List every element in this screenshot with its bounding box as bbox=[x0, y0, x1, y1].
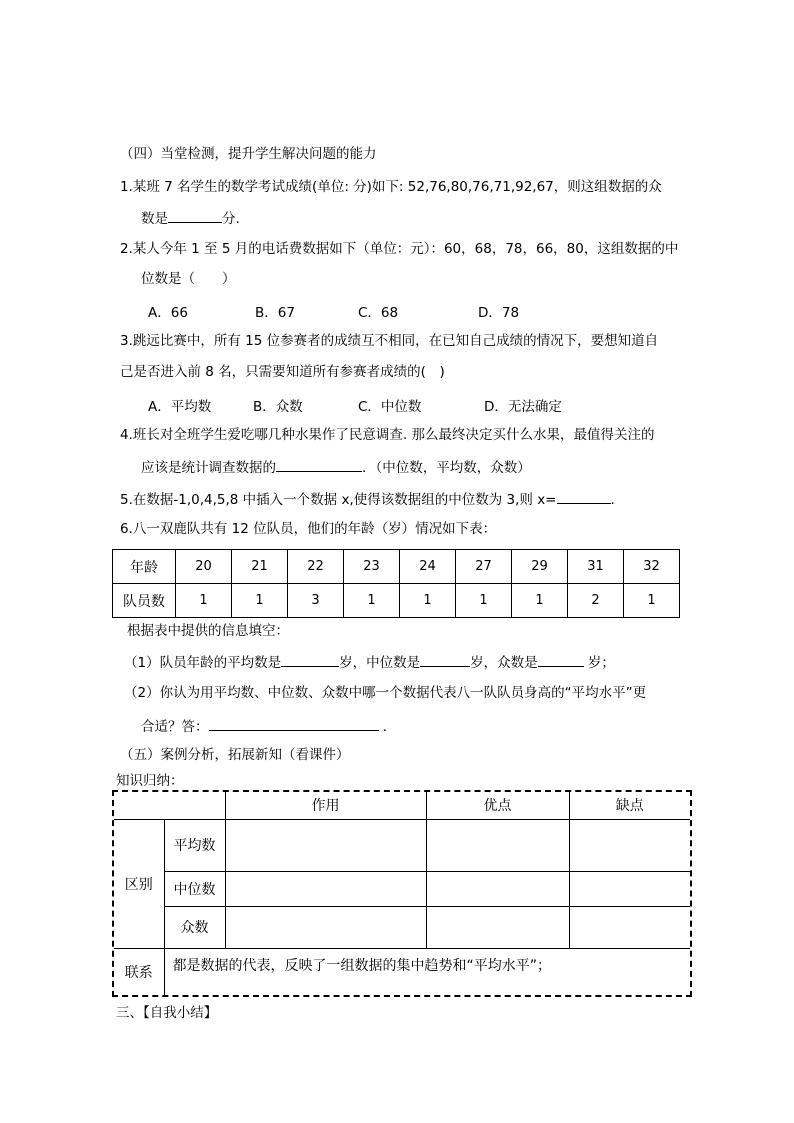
table-row bbox=[113, 584, 680, 618]
age-cell: 22 bbox=[288, 550, 344, 584]
summary-row-label: 平均数 bbox=[164, 819, 225, 871]
table-row bbox=[114, 871, 690, 906]
age-cell: 20 bbox=[176, 550, 232, 584]
count-row-label: 队员数 bbox=[113, 584, 176, 618]
option-3d[interactable]: D．无法确定 bbox=[484, 399, 562, 415]
table-row bbox=[114, 819, 690, 871]
count-cell: 1 bbox=[400, 584, 456, 618]
sub1-part-c: 岁，众数是 bbox=[470, 655, 538, 671]
question-4-line1: 4.班长对全班学生爱吃哪几种水果作了民意调查. 那么最终决定买什么水果，最值得关注的 bbox=[120, 427, 655, 443]
count-cell: 1 bbox=[176, 584, 232, 618]
summary-group-label: 区别 bbox=[114, 819, 164, 948]
summary-cell[interactable] bbox=[426, 819, 569, 871]
summary-row-label: 众数 bbox=[164, 906, 225, 948]
summary-cell[interactable] bbox=[569, 819, 690, 871]
table-row bbox=[114, 906, 690, 948]
count-cell: 1 bbox=[624, 584, 680, 618]
summary-cell[interactable] bbox=[426, 906, 569, 948]
fill-intro: 根据表中提供的信息填空： bbox=[127, 623, 289, 639]
answer-blank-5[interactable] bbox=[557, 489, 611, 504]
summary-table-frame bbox=[112, 790, 692, 997]
summary-cell[interactable] bbox=[426, 871, 569, 906]
answer-blank-1[interactable] bbox=[168, 208, 222, 223]
summary-cell[interactable] bbox=[225, 906, 426, 948]
summary-header-pros: 优点 bbox=[426, 792, 569, 819]
answer-blank-median[interactable] bbox=[420, 652, 470, 667]
question-1-prefix: 数是 bbox=[141, 211, 168, 227]
section-title-5: （五）案例分析，拓展新知（看课件） bbox=[120, 747, 350, 763]
option-2b[interactable]: B．67 bbox=[255, 305, 295, 321]
option-2a[interactable]: A．66 bbox=[148, 305, 188, 321]
age-row-label: 年龄 bbox=[113, 550, 176, 584]
question-3-line2: 己是否进入前 8 名，只需要知道所有参赛者成绩的( ) bbox=[120, 364, 445, 380]
question-2-line1: 2.某人今年 1 至 5 月的电话费数据如下（单位：元）：60，68，78，66，80，这组数据的中 bbox=[120, 241, 679, 257]
summary-header-cons: 缺点 bbox=[569, 792, 690, 819]
sub2-prefix: 合适？答： bbox=[141, 719, 209, 735]
summary-link-text: 都是数据的代表，反映了一组数据的集中趋势和“平均水平”； bbox=[164, 948, 690, 995]
summary-cell[interactable] bbox=[225, 819, 426, 871]
knowledge-title: 知识归纳： bbox=[116, 773, 184, 789]
question-1-line2 bbox=[141, 208, 240, 228]
option-3c[interactable]: C．中位数 bbox=[358, 399, 422, 415]
table-row bbox=[114, 948, 690, 995]
question-6-line1: 6.八一双鹿队共有 12 位队员，他们的年龄（岁）情况如下表： bbox=[120, 521, 497, 537]
summary-corner bbox=[114, 792, 225, 819]
age-cell: 27 bbox=[456, 550, 512, 584]
sub2-suffix: . bbox=[378, 719, 388, 735]
age-cell: 32 bbox=[624, 550, 680, 584]
question-1-line1: 1.某班 7 名学生的数学考试成绩(单位: 分)如下: 52,76,80,76,71,92,67，则这组数据的众 bbox=[120, 179, 662, 195]
option-2d[interactable]: D．78 bbox=[478, 305, 520, 321]
question-6-sub1 bbox=[124, 652, 615, 672]
question-4-line2 bbox=[141, 457, 531, 477]
sub1-part-a: （1）队员年龄的平均数是 bbox=[124, 655, 282, 671]
count-cell: 1 bbox=[456, 584, 512, 618]
summary-table bbox=[114, 792, 690, 995]
age-table bbox=[112, 549, 680, 618]
age-cell: 29 bbox=[512, 550, 568, 584]
table-row bbox=[113, 550, 680, 584]
question-4-prefix: 应该是统计调查数据的 bbox=[141, 460, 276, 476]
answer-blank-sub2[interactable] bbox=[209, 716, 379, 731]
question-2-line2: 位数是（ ） bbox=[141, 271, 236, 287]
summary-cell[interactable] bbox=[569, 871, 690, 906]
question-5-suffix: . bbox=[610, 492, 615, 508]
question-6-sub2-line2 bbox=[141, 716, 387, 736]
answer-blank-mode[interactable] bbox=[538, 652, 584, 667]
question-3-line1: 3.跳远比赛中，所有 15 位参赛者的成绩互不相同，在已知自己成绩的情况下，要想知道自 bbox=[120, 333, 659, 349]
summary-cell[interactable] bbox=[225, 871, 426, 906]
age-cell: 31 bbox=[568, 550, 624, 584]
table-row bbox=[114, 792, 690, 819]
summary-row-label: 中位数 bbox=[164, 871, 225, 906]
age-cell: 24 bbox=[400, 550, 456, 584]
question-4-suffix: ．（中位数，平均数，众数） bbox=[362, 460, 531, 476]
section-title-self-summary: 三、【自我小结】 bbox=[116, 1005, 218, 1021]
sub1-part-d: 岁； bbox=[583, 655, 615, 671]
summary-cell[interactable] bbox=[569, 906, 690, 948]
question-6-sub2-line1: （2）你认为用平均数、中位数、众数中哪一个数据代表八一队队员身高的“平均水平”更 bbox=[124, 685, 647, 701]
sub1-part-b: 岁，中位数是 bbox=[339, 655, 421, 671]
count-cell: 2 bbox=[568, 584, 624, 618]
count-cell: 1 bbox=[344, 584, 400, 618]
option-3b[interactable]: B．众数 bbox=[253, 399, 303, 415]
count-cell: 3 bbox=[288, 584, 344, 618]
summary-link-label: 联系 bbox=[114, 948, 164, 995]
count-cell: 1 bbox=[232, 584, 288, 618]
question-5-prefix: 5.在数据-1,0,4,5,8 中插入一个数据 x,使得该数据组的中位数为 3,则 x= bbox=[120, 492, 557, 508]
question-1-suffix: 分. bbox=[222, 211, 240, 227]
section-title-4: （四）当堂检测，提升学生解决问题的能力 bbox=[120, 146, 377, 162]
summary-header-role: 作用 bbox=[225, 792, 426, 819]
age-cell: 23 bbox=[344, 550, 400, 584]
option-3a[interactable]: A．平均数 bbox=[148, 399, 212, 415]
age-cell: 21 bbox=[232, 550, 288, 584]
option-2c[interactable]: C．68 bbox=[358, 305, 399, 321]
count-cell: 1 bbox=[512, 584, 568, 618]
answer-blank-mean[interactable] bbox=[281, 652, 339, 667]
question-5-line bbox=[120, 489, 615, 509]
answer-blank-4[interactable] bbox=[276, 457, 362, 472]
